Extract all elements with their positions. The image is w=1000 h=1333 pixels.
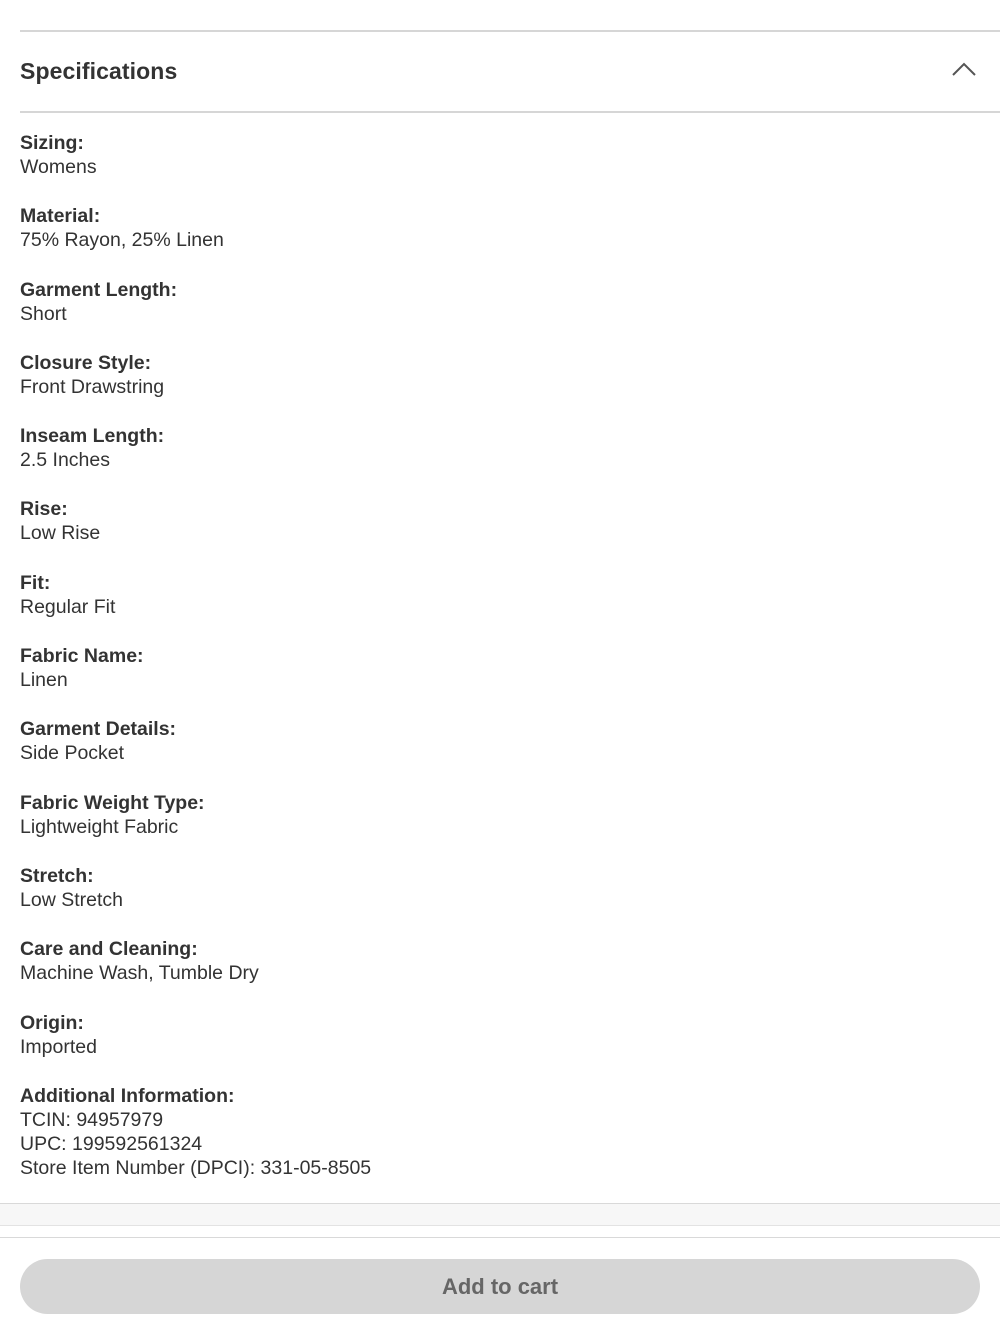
specifications-list (20, 131, 980, 1205)
spec-label: Material: (20, 205, 101, 228)
spec-value: 75% Rayon, 25% Linen (20, 229, 224, 252)
upc-value: UPC: 199592561324 (20, 1132, 203, 1155)
spec-value: Womens (20, 156, 97, 178)
spec-item-origin (20, 1011, 980, 1059)
spec-label: Additional Information: (20, 1084, 235, 1107)
spec-label: Garment Length: (20, 278, 178, 301)
spec-item-fabric-name (20, 644, 980, 692)
spec-item-sizing (20, 131, 980, 179)
spec-label: Fabric Weight Type: (20, 791, 205, 814)
spec-label: Stretch: (20, 864, 94, 887)
spec-value: Machine Wash, Tumble Dry (20, 962, 259, 985)
spec-value: Low Rise (20, 522, 101, 545)
spec-item-closure-style (20, 351, 980, 399)
spec-item-rise (20, 497, 980, 545)
specifications-accordion-header[interactable] (20, 32, 1000, 110)
spec-label: Fabric Name: (20, 645, 144, 668)
tcin-value: TCIN: 94957979 (20, 1108, 164, 1131)
spec-label: Fit: (20, 571, 51, 594)
spec-label: Origin: (20, 1011, 84, 1034)
chevron-up-icon[interactable] (950, 55, 978, 83)
spec-item-stretch (20, 864, 980, 912)
spec-item-additional-information (20, 1084, 980, 1180)
spec-item-inseam-length (20, 424, 980, 472)
spec-value: Regular Fit (20, 595, 116, 618)
spec-value: 2.5 Inches (20, 449, 110, 472)
spec-item-care-and-cleaning (20, 937, 980, 985)
header-divider (20, 111, 1000, 113)
spec-value: Lightweight Fabric (20, 815, 179, 838)
footer-divider (0, 1225, 1000, 1226)
spec-label: Care and Cleaning: (20, 938, 198, 961)
spec-value: Front Drawstring (20, 375, 165, 398)
spec-label: Closure Style: (20, 351, 152, 374)
spec-item-fabric-weight-type (20, 791, 980, 839)
footer-separator-band (0, 1204, 1000, 1225)
spec-label: Garment Details: (20, 718, 177, 741)
spec-item-fit (20, 571, 980, 619)
spec-label: Inseam Length: (20, 425, 165, 448)
spec-value: Imported (20, 1035, 97, 1058)
spec-value: Low Stretch (20, 888, 123, 911)
spec-item-garment-length (20, 278, 980, 326)
spec-item-material (20, 204, 980, 252)
footer-divider (0, 1237, 1000, 1238)
spec-label: Rise: (20, 498, 68, 521)
dpci-value: Store Item Number (DPCI): 331-05-8505 (20, 1156, 372, 1179)
spec-label: Sizing: (20, 132, 84, 154)
spec-value: Side Pocket (20, 742, 125, 765)
sticky-footer (0, 1203, 1000, 1333)
specifications-title: Specifications (20, 57, 178, 84)
spec-item-garment-details (20, 717, 980, 765)
add-to-cart-button[interactable]: Add to cart (20, 1259, 980, 1314)
spec-value: Linen (20, 669, 68, 692)
spec-value: Short (20, 302, 67, 325)
